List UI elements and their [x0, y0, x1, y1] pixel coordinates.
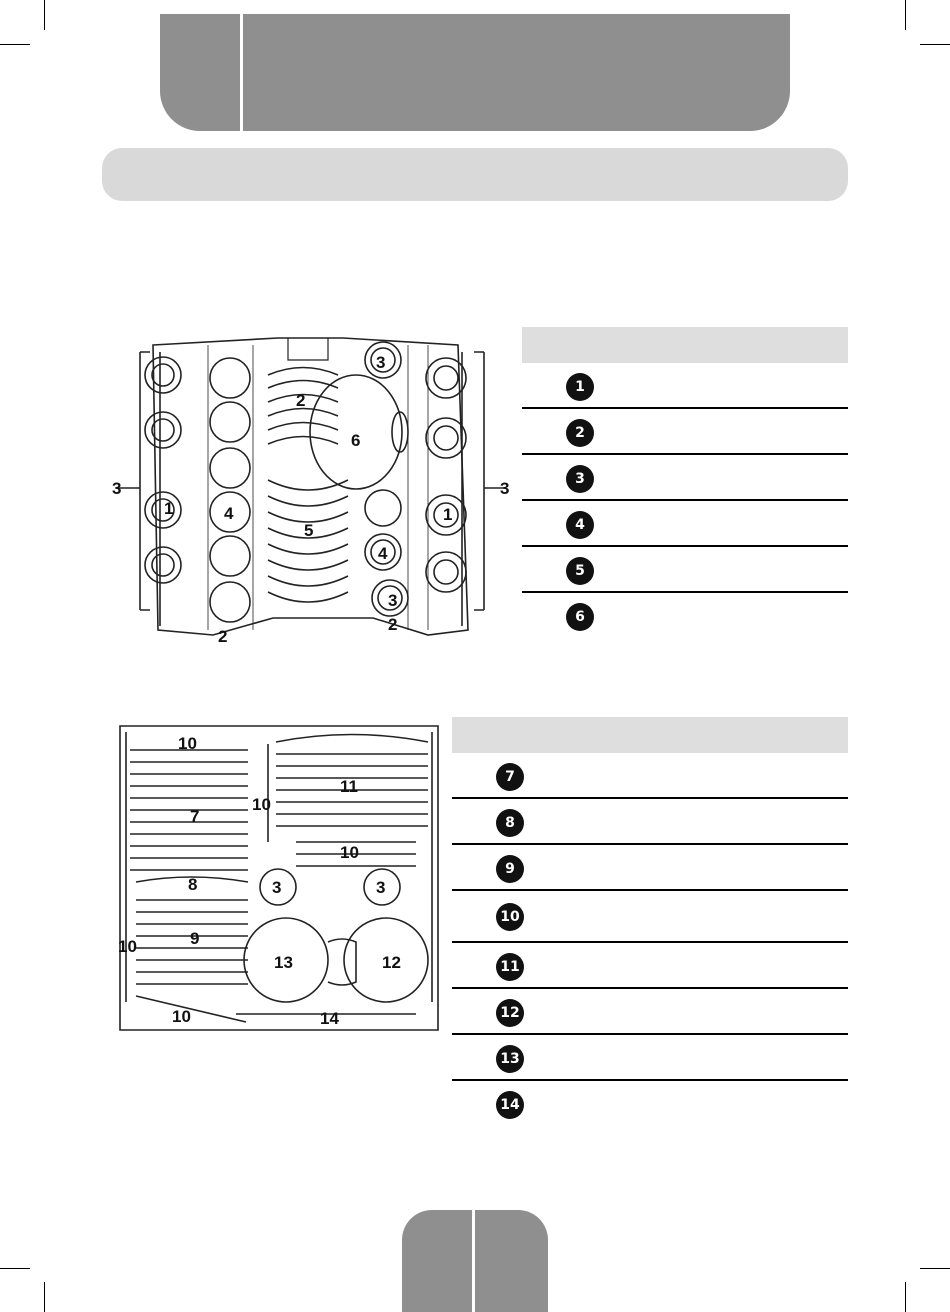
- legend-row: [522, 409, 848, 455]
- footer-page-tab: [402, 1210, 548, 1312]
- item-number-badge: 6: [566, 603, 594, 631]
- lower-legend-table: [452, 717, 848, 1125]
- legend-header: [522, 327, 848, 363]
- legend-row: [522, 363, 848, 409]
- callout-10-left: 10: [118, 937, 137, 956]
- item-number-badge: 11: [496, 953, 524, 981]
- legend-row: [522, 455, 848, 501]
- item-number-badge: 9: [496, 855, 524, 883]
- section-title-bar: [102, 148, 848, 201]
- item-number-badge: 10: [496, 903, 524, 931]
- callout-2-bottom-left: 2: [218, 627, 228, 646]
- header-bar: [160, 14, 790, 131]
- callout-10-bottom: 10: [172, 1007, 191, 1026]
- callout-7: 7: [190, 807, 200, 826]
- callout-3-left: 3: [112, 479, 122, 498]
- callout-3-right: 3: [500, 479, 510, 498]
- item-number-badge: 7: [496, 763, 524, 791]
- callout-5: 5: [304, 521, 314, 540]
- callout-10-middle: 10: [252, 795, 271, 814]
- callout-3-bottom: 3: [388, 591, 398, 610]
- item-number-badge: 1: [566, 373, 594, 401]
- callout-3-right: 3: [376, 878, 386, 897]
- legend-row: [522, 593, 848, 637]
- callout-14: 14: [320, 1009, 339, 1028]
- header-divider: [240, 14, 243, 131]
- crop-mark: [905, 1282, 906, 1312]
- legend-row: [452, 943, 848, 989]
- crop-mark: [44, 1282, 45, 1312]
- callout-6: 6: [351, 431, 361, 450]
- upper-legend-table: [522, 327, 848, 637]
- legend-row: [452, 1035, 848, 1081]
- crop-mark: [905, 0, 906, 30]
- callout-10-top: 10: [178, 734, 197, 753]
- callout-11: 11: [340, 777, 358, 796]
- legend-row: [452, 989, 848, 1035]
- legend-row: [452, 753, 848, 799]
- callout-3-top: 3: [376, 353, 386, 372]
- callout-1-left: 1: [164, 499, 174, 518]
- crop-mark: [0, 44, 30, 45]
- callout-13: 13: [274, 953, 293, 972]
- legend-row: [522, 547, 848, 593]
- item-number-badge: 5: [566, 557, 594, 585]
- crop-mark: [0, 1268, 30, 1269]
- small-bowls: [268, 480, 348, 602]
- lower-basket-diagram: [116, 722, 442, 1034]
- plates-left: [130, 750, 248, 882]
- upper-basket-diagram: [108, 330, 518, 650]
- item-number-badge: 4: [566, 511, 594, 539]
- legend-row: [452, 845, 848, 891]
- item-number-badge: 13: [496, 1045, 524, 1073]
- crop-mark: [920, 1268, 950, 1269]
- item-number-badge: 14: [496, 1091, 524, 1119]
- callout-2-top: 2: [296, 391, 306, 410]
- crop-mark: [44, 0, 45, 30]
- footer-divider: [472, 1210, 475, 1312]
- legend-row: [452, 799, 848, 845]
- crop-mark: [920, 44, 950, 45]
- item-number-badge: 3: [566, 465, 594, 493]
- callout-10-right: 10: [340, 843, 359, 862]
- callout-8: 8: [188, 875, 198, 894]
- legend-header: [452, 717, 848, 753]
- legend-row: [452, 891, 848, 943]
- item-number-badge: 2: [566, 419, 594, 447]
- item-number-badge: 8: [496, 809, 524, 837]
- callout-12: 12: [382, 953, 401, 972]
- glasses-left: [210, 358, 250, 622]
- callout-2-bottom-right: 2: [388, 615, 398, 634]
- callout-1-right: 1: [443, 505, 453, 524]
- callout-3-left: 3: [272, 878, 282, 897]
- legend-row: [452, 1081, 848, 1125]
- callout-4-left: 4: [224, 504, 234, 523]
- callout-9: 9: [190, 929, 200, 948]
- item-number-badge: 12: [496, 999, 524, 1027]
- legend-row: [522, 501, 848, 547]
- callout-4-right: 4: [378, 544, 388, 563]
- cups-left: [145, 357, 181, 583]
